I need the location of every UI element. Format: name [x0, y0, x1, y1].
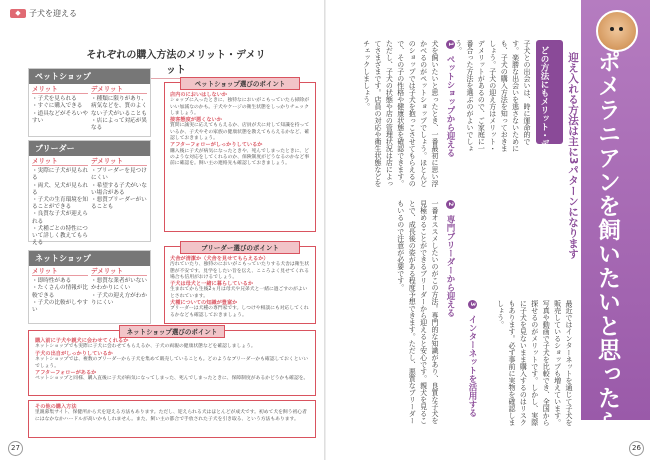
right-page-title: ポメラニアンを飼いたいと思ったら — [594, 50, 620, 434]
page-number-left: 27 — [8, 441, 23, 456]
point-question: 購入前に子犬や親犬に会わせてくれるか — [35, 338, 129, 344]
pet-shop-point-box — [164, 82, 316, 232]
merit-column — [32, 268, 88, 314]
section-tag — [10, 8, 77, 19]
point-answer: ショップに入ったときに、独特なにおいがこもっていたら掃除がいい加減なのかも。子犬やケージの衛生状態をしっかりチェックしましょう。 — [170, 98, 310, 116]
section-number: 3 — [468, 300, 477, 309]
demerit-label: デメリット — [91, 86, 147, 94]
merit-label: メリット — [32, 268, 88, 276]
section-number: 1 — [446, 40, 455, 49]
demerit-column — [91, 158, 147, 247]
eye-icon — [610, 27, 614, 31]
lead-paragraph: 子犬との出会いは、時に運命的です。楽勝な出会いを逃さないためにも、子犬の購入方法を知っておきましょう。子犬の迎え方はメリット・デメリットがあるので、ご家庭に一番合った方法を選ぶのがよいでしょう。 — [454, 40, 531, 152]
demerit-column — [91, 86, 147, 132]
shop-box-net-shop — [28, 250, 151, 324]
merit-label: メリット — [32, 86, 88, 94]
left-page-title: それぞれの購入方法のメリット・デメリット — [86, 46, 266, 79]
point-answer: ペットショップと同様、購入直後に子犬が病気になってしまった、死んでしまったときに、保障制度があるかどうかも確認を。 — [35, 376, 309, 382]
point-box-title: ネットショップ選びのポイント — [119, 325, 225, 338]
point-question: 犬種についての知識が豊富か — [170, 300, 238, 307]
demerit-item: ・ブリーダーを見つけにくい — [91, 168, 147, 182]
point-question: 子犬の出自がしっかりしているか — [35, 350, 113, 357]
section-heading-1 — [444, 40, 456, 157]
point-question: 店内のにおいはしないか — [170, 92, 228, 98]
merit-item: ・たくさんの情報が比較できる — [32, 285, 88, 299]
demerit-label: デメリット — [91, 158, 147, 166]
intro-tag-text: どの方法にもメリット・デメリットがある — [539, 46, 549, 208]
page-number-right: 26 — [629, 441, 644, 456]
merit-item: ・子犬の生育環境を知ることができる — [32, 197, 88, 211]
section-body-3: 最近ではインターネットを通じて子犬を販売しているショップも増えています。写真や動画で子犬を比較でき、全国から探せるのがメリットです。しかし、実際に子犬を見ないまま購入するのはリスクもあります。必ず事前に実物を確認しましょう。 — [496, 300, 573, 426]
point-question: アフターフォローがしっかりしているか — [170, 142, 263, 149]
other-methods-title: その他の購入方法 — [35, 404, 77, 410]
demerit-item: ・種類に限りがあり、病気などを、質のよくない子犬がいることも — [91, 96, 147, 117]
shop-box-title: ネットショップ — [29, 251, 150, 266]
demerit-item: ・悪質ブリーダーがいることも — [91, 197, 147, 211]
point-answer: 購入後に子犬が病気になったときや、死んでしまったときに、どのような対応をしてくれるのか、保険制度がどうなるのかなど事前に確認を。飼い主の連絡先も確認しておきましょう。 — [170, 148, 310, 167]
demerit-label: デメリット — [91, 268, 147, 276]
section-body-2: 一番オススメしたいのがこの方法。専門的な知識があり、良質な子犬を見極めることができるブリーダーから迎えると安心です。親犬を見ることで、成長後の姿がある程度予想できます。ただし、悪質なブリーダーもいるので注意が必要です。 — [396, 200, 439, 424]
merit-item: ・子犬を見られる — [32, 96, 77, 103]
merit-item: ・道具などがそろいやすい — [32, 110, 88, 124]
breeder-point-box — [164, 246, 316, 324]
point-answer: 生まれてから生後2ヵ月は母犬や兄弟犬と一緒に過ごすのがよいとされています。 — [170, 287, 308, 299]
section-heading-text: ペットショップから迎える — [445, 54, 455, 157]
section-body-1: 犬を飼いたいと思ったとき、一番最初に思い浮かべるのがペットショップでしょう。ほとんどのショップでは子犬を抱っこさせてもらえるので、その子の性格や健康状態を確認できます。ただし、子犬の状態や店の管理状況は店によってさまざまです。店員の対応や衛生状態などをチェックしましょう。 — [362, 40, 439, 187]
point-answer: ネットショップでも実際に子犬に会わせてもらえるか、子犬の両親の健康状態などを確認しましょう。 — [35, 344, 256, 350]
merit-label: メリット — [32, 158, 88, 166]
paw-icon: ◆ — [10, 9, 26, 18]
section-heading-3 — [466, 300, 478, 417]
section-tag-label: 子犬を迎える — [29, 9, 77, 18]
right-page-subtitle: 迎え入れる方法は主に3パターンになります — [567, 52, 579, 259]
point-question: 接客態度が悪くないか — [170, 117, 222, 124]
page-spine — [324, 0, 326, 460]
other-methods-text: 里親募集サイト、保健所から犬を迎える方法もあります。ただし、迎えられる犬はほとんどが成犬です。初めて犬を飼う初心者にはなかなかハードルが高いかもしれません。また、飼い主の都合で手放された子犬を引き取る、という方法もあります。 — [35, 410, 307, 422]
shop-box-title: ブリーダー — [29, 141, 150, 156]
merit-item: ・子犬の比較がしやすい — [32, 299, 88, 314]
point-answer: 質問に誠実に応えてもらえるか、店員が犬に対して知識を持っているか、子犬やその家族の健康状態を教えてもらえるかなど、確認しておきましょう。 — [170, 123, 310, 142]
section-heading-text: 専門ブリーダーから迎える — [445, 214, 455, 317]
point-box-title: ペットショップ選びのポイント — [180, 77, 300, 90]
merit-column — [32, 86, 88, 132]
point-question: 子犬は母犬と一緒に暮らしているか — [170, 281, 254, 288]
merit-item: ・実際に子犬が見られる — [32, 168, 88, 182]
pomeranian-avatar — [596, 10, 638, 52]
point-answer: ブリーダーは犬種の専門家です。しつけや相談にも対応してくれるかなども確認しておきましょう。 — [170, 306, 309, 318]
point-answer: 汚れていたり、独特のにおいがこもっていたりする犬舎は衛生状態が不安です。見学をしたい旨を伝え、こころよく見せてくれる場合も信用がおけるでしょう。 — [170, 262, 310, 280]
demerit-item: ・悪質な業者がいないかわかりにくい — [91, 278, 147, 292]
merit-item: ・両犬、兄犬が見られる — [32, 182, 88, 196]
eye-icon — [619, 27, 623, 31]
merit-item: ・良質な子犬が迎えられる — [32, 211, 88, 225]
other-methods-box — [28, 400, 316, 438]
merit-item: ・すぐに購入できる — [32, 103, 83, 110]
merit-column — [32, 158, 88, 247]
merit-item: ・即時性がある — [32, 278, 72, 285]
demerit-column — [91, 268, 147, 314]
point-question: 犬舎が清潔か（犬舎を見せてもらえるか） — [170, 256, 269, 262]
point-question: アフターフォローがあるか — [35, 370, 97, 377]
merit-item: ・犬種ごとの特性について詳しく教えてもらえる — [32, 225, 88, 247]
demerit-item: ・子犬の迎え方がわかりにくい — [91, 292, 147, 306]
point-answer: ネットショップでは、複数のブリーダーから子犬を集めて販売していることも。どのようなブリーダーかも確認しておくといいでしょう。 — [35, 357, 309, 369]
shop-box-breeder — [28, 140, 151, 247]
demerit-item: ・店によって対応が異なる — [91, 117, 147, 132]
net-shop-point-box — [28, 330, 316, 396]
demerit-item: ・希望する子犬がいない場合がある — [91, 182, 147, 196]
point-box-title: ブリーダー選びのポイント — [180, 241, 300, 254]
section-number: 2 — [446, 200, 455, 209]
shop-box-title: ペットショップ — [29, 69, 150, 84]
section-heading-text: インターネットを活用する — [467, 314, 477, 417]
section-heading-2 — [444, 200, 456, 317]
shop-box-pet-shop — [28, 68, 151, 137]
